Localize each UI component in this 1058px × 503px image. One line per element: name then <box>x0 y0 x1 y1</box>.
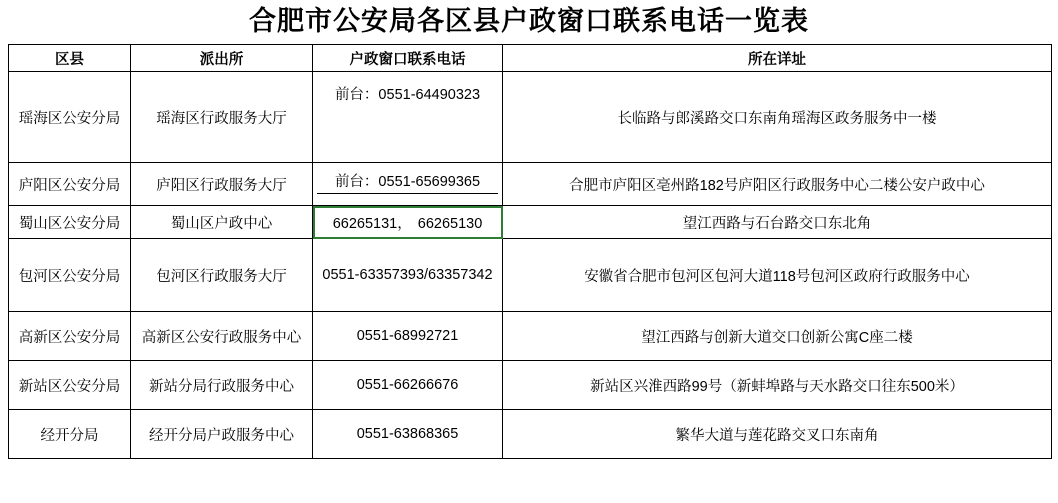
cell-address: 繁华大道与莲花路交叉口东南角 <box>503 410 1052 459</box>
cell-address: 长临路与郎溪路交口东南角瑶海区政务服务中一楼 <box>503 72 1052 163</box>
header-station: 派出所 <box>131 45 313 72</box>
cell-phone: 0551-66266676 <box>313 361 503 410</box>
header-district: 区县 <box>9 45 131 72</box>
table-row[interactable] <box>9 361 1052 410</box>
cell-address: 望江西路与创新大道交口创新公寓C座二楼 <box>503 312 1052 361</box>
header-address: 所在详址 <box>503 45 1052 72</box>
cell-district: 蜀山区公安分局 <box>9 206 131 239</box>
contact-table <box>8 44 1052 459</box>
cell-phone: 0551-63868365 <box>313 410 503 459</box>
cell-phone: 0551-63357393/63357342 <box>313 239 503 312</box>
header-phone: 户政窗口联系电话 <box>313 45 503 72</box>
table-row[interactable] <box>9 163 1052 206</box>
cell-address: 望江西路与石台路交口东北角 <box>503 206 1052 239</box>
cell-address: 合肥市庐阳区亳州路182号庐阳区行政服务中心二楼公安户政中心 <box>503 163 1052 206</box>
cell-district: 包河区公安分局 <box>9 239 131 312</box>
cell-district: 高新区公安分局 <box>9 312 131 361</box>
phone-text: 前台：0551-64490323 <box>334 87 481 103</box>
cell-station: 蜀山区户政中心 <box>131 206 313 239</box>
cell-phone <box>313 72 503 163</box>
cell-district: 瑶海区公安分局 <box>9 72 131 163</box>
cell-address: 新站区兴淮西路99号（新蚌埠路与天水路交口往东500米） <box>503 361 1052 410</box>
cell-station: 包河区行政服务大厅 <box>131 239 313 312</box>
contact-table-container <box>8 44 1051 459</box>
phone-text-part2: 66265130 <box>417 215 483 232</box>
cell-phone: 0551-68992721 <box>313 312 503 361</box>
cell-station: 经开分局户政服务中心 <box>131 410 313 459</box>
table-row[interactable] <box>9 239 1052 312</box>
cell-district: 新站区公安分局 <box>9 361 131 410</box>
cell-station: 瑶海区行政服务大厅 <box>131 72 313 163</box>
cell-district: 庐阳区公安分局 <box>9 163 131 206</box>
cell-district: 经开分局 <box>9 410 131 459</box>
cell-station: 新站分局行政服务中心 <box>131 361 313 410</box>
table-row[interactable] <box>9 312 1052 361</box>
cell-station: 庐阳区行政服务大厅 <box>131 163 313 206</box>
table-row[interactable] <box>9 72 1052 163</box>
phone-text-part1: 66265131， <box>332 215 412 232</box>
table-row[interactable] <box>9 410 1052 459</box>
table-row[interactable] <box>9 206 1052 239</box>
table-header-row <box>9 45 1052 72</box>
cell-station: 高新区公安行政服务中心 <box>131 312 313 361</box>
page-title: 合肥市公安局各区县户政窗口联系电话一览表 <box>249 6 809 36</box>
cell-phone-selected[interactable] <box>313 206 503 239</box>
phone-text: 前台：0551-65699365 <box>317 173 498 194</box>
cell-address: 安徽省合肥市包河区包河大道118号包河区政府行政服务中心 <box>503 239 1052 312</box>
cell-phone <box>313 163 503 206</box>
